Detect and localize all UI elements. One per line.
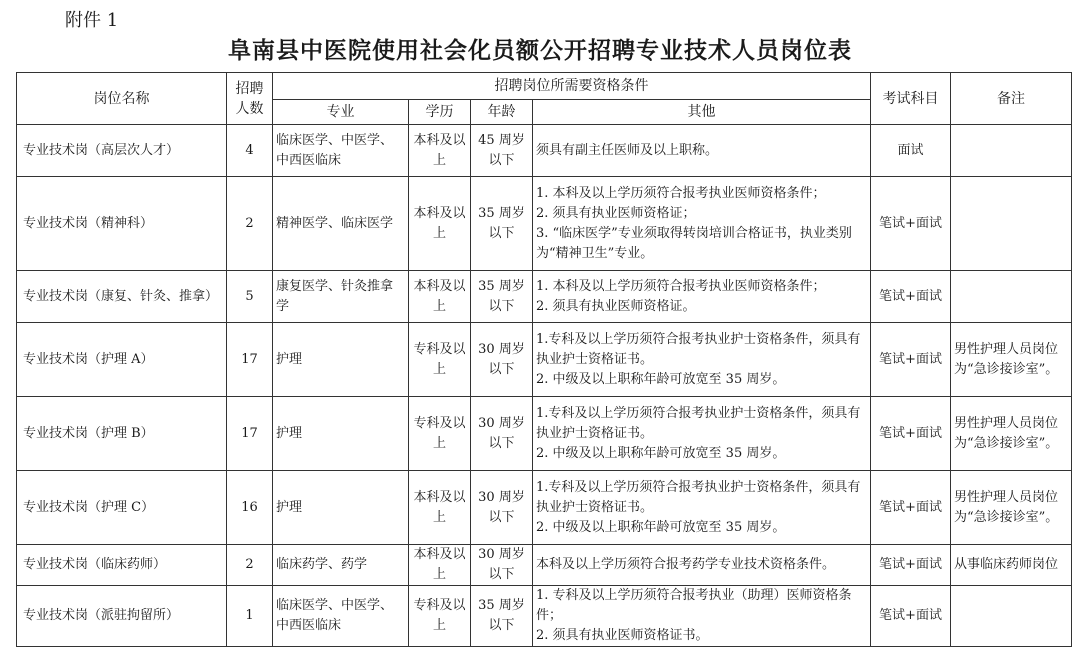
cell-count: 4 [227,125,273,177]
cell-age: 30 周岁以下 [471,397,533,471]
condition-line: 1.专科及以上学历须符合报考执业护士资格条件，须具有执业护士资格证书。 [536,331,861,367]
cell-remarks: 男性护理人员岗位为“急诊接诊室”。 [951,397,1072,471]
cell-count: 17 [227,323,273,397]
cell-remarks: 男性护理人员岗位为“急诊接诊室”。 [951,323,1072,397]
cell-age: 30 周岁以下 [471,545,533,586]
cell-position: 专业技术岗（派驻拘留所） [17,586,227,647]
condition-line: 2. 须具有执业医师资格证。 [536,298,696,314]
condition-line: 2. 中级及以上职称年龄可放宽至 35 周岁。 [536,371,786,387]
header-other: 其他 [533,100,871,125]
cell-major: 康复医学、针灸推拿学 [273,271,409,323]
table-row [17,323,1072,397]
table-row [17,397,1072,471]
table-row [17,125,1072,177]
cell-major: 精神医学、临床医学 [273,177,409,271]
cell-remarks: 从事临床药师岗位 [951,545,1072,586]
cell-exam: 笔试+面试 [871,471,951,545]
table-row [17,271,1072,323]
cell-major: 临床药学、药学 [273,545,409,586]
cell-count: 1 [227,586,273,647]
cell-other [533,397,871,471]
condition-line: 1. 本科及以上学历须符合报考执业医师资格条件； [536,278,826,294]
cell-count: 5 [227,271,273,323]
cell-age: 35 周岁以下 [471,271,533,323]
condition-line: 2. 中级及以上职称年龄可放宽至 35 周岁。 [536,445,786,461]
cell-age: 35 周岁以下 [471,177,533,271]
cell-major: 临床医学、中医学、中西医临床 [273,125,409,177]
table-body [17,125,1072,647]
cell-education: 本科及以上 [409,177,471,271]
cell-exam: 笔试+面试 [871,323,951,397]
cell-position: 专业技术岗（护理 A） [17,323,227,397]
cell-exam: 笔试+面试 [871,397,951,471]
cell-position: 专业技术岗（精神科） [17,177,227,271]
cell-exam: 笔试+面试 [871,271,951,323]
cell-age: 45 周岁以下 [471,125,533,177]
cell-remarks [951,177,1072,271]
condition-line: 3. “临床医学”专业须取得转岗培训合格证书，执业类别为“精神卫生”专业。 [536,225,852,261]
cell-education: 本科及以上 [409,271,471,323]
cell-count: 17 [227,397,273,471]
cell-remarks: 男性护理人员岗位为“急诊接诊室”。 [951,471,1072,545]
cell-age: 30 周岁以下 [471,323,533,397]
cell-education: 本科及以上 [409,125,471,177]
cell-other [533,471,871,545]
cell-other [533,177,871,271]
cell-other [533,586,871,647]
table-row [17,545,1072,586]
cell-other [533,125,871,177]
cell-other [533,271,871,323]
header-exam: 考试科目 [871,73,951,125]
cell-remarks [951,125,1072,177]
condition-line: 1.专科及以上学历须符合报考执业护士资格条件，须具有执业护士资格证书。 [536,405,861,441]
cell-education: 本科及以上 [409,471,471,545]
cell-major: 护理 [273,397,409,471]
cell-age: 30 周岁以下 [471,471,533,545]
cell-position: 专业技术岗（护理 B） [17,397,227,471]
header-count: 招聘人数 [227,73,273,125]
header-age: 年龄 [471,100,533,125]
cell-education: 本科及以上 [409,545,471,586]
cell-exam: 笔试+面试 [871,177,951,271]
cell-exam: 笔试+面试 [871,545,951,586]
header-major: 专业 [273,100,409,125]
table-row [17,586,1072,647]
condition-line: 2. 中级及以上职称年龄可放宽至 35 周岁。 [536,519,786,535]
cell-count: 2 [227,545,273,586]
attachment-label: 附件 1 [65,10,119,31]
condition-line: 须具有副主任医师及以上职称。 [536,142,719,158]
table-row [17,177,1072,271]
cell-count: 16 [227,471,273,545]
cell-age: 35 周岁以下 [471,586,533,647]
condition-line: 2. 须具有执业医师资格证； [536,205,696,221]
cell-exam: 笔试+面试 [871,586,951,647]
cell-education: 专科及以上 [409,323,471,397]
header-conditions: 招聘岗位所需要资格条件 [273,73,871,100]
condition-line: 本科及以上学历须符合报考药学专业技术资格条件。 [536,557,836,572]
cell-major: 护理 [273,323,409,397]
condition-line: 1. 本科及以上学历须符合报考执业医师资格条件； [536,185,826,201]
cell-count: 2 [227,177,273,271]
condition-line: 1. 专科及以上学历须符合报考执业（助理）医师资格条件； [536,588,852,623]
table-row [17,471,1072,545]
header-position: 岗位名称 [17,73,227,125]
condition-line: 2. 须具有执业医师资格证书。 [536,628,709,643]
header-remarks: 备注 [951,73,1072,125]
cell-position: 专业技术岗（高层次人才） [17,125,227,177]
page-title: 阜南县中医院使用社会化员额公开招聘专业技术人员岗位表 [228,37,852,64]
cell-major: 临床医学、中医学、中西医临床 [273,586,409,647]
positions-table [16,72,1072,647]
condition-line: 1.专科及以上学历须符合报考执业护士资格条件，须具有执业护士资格证书。 [536,479,861,515]
cell-position: 专业技术岗（护理 C） [17,471,227,545]
cell-remarks [951,271,1072,323]
cell-position: 专业技术岗（康复、针灸、推拿） [17,271,227,323]
cell-position: 专业技术岗（临床药师） [17,545,227,586]
header-education: 学历 [409,100,471,125]
cell-education: 专科及以上 [409,397,471,471]
cell-education: 专科及以上 [409,586,471,647]
cell-other [533,323,871,397]
cell-major: 护理 [273,471,409,545]
cell-other [533,545,871,586]
cell-remarks [951,586,1072,647]
cell-exam: 面试 [871,125,951,177]
